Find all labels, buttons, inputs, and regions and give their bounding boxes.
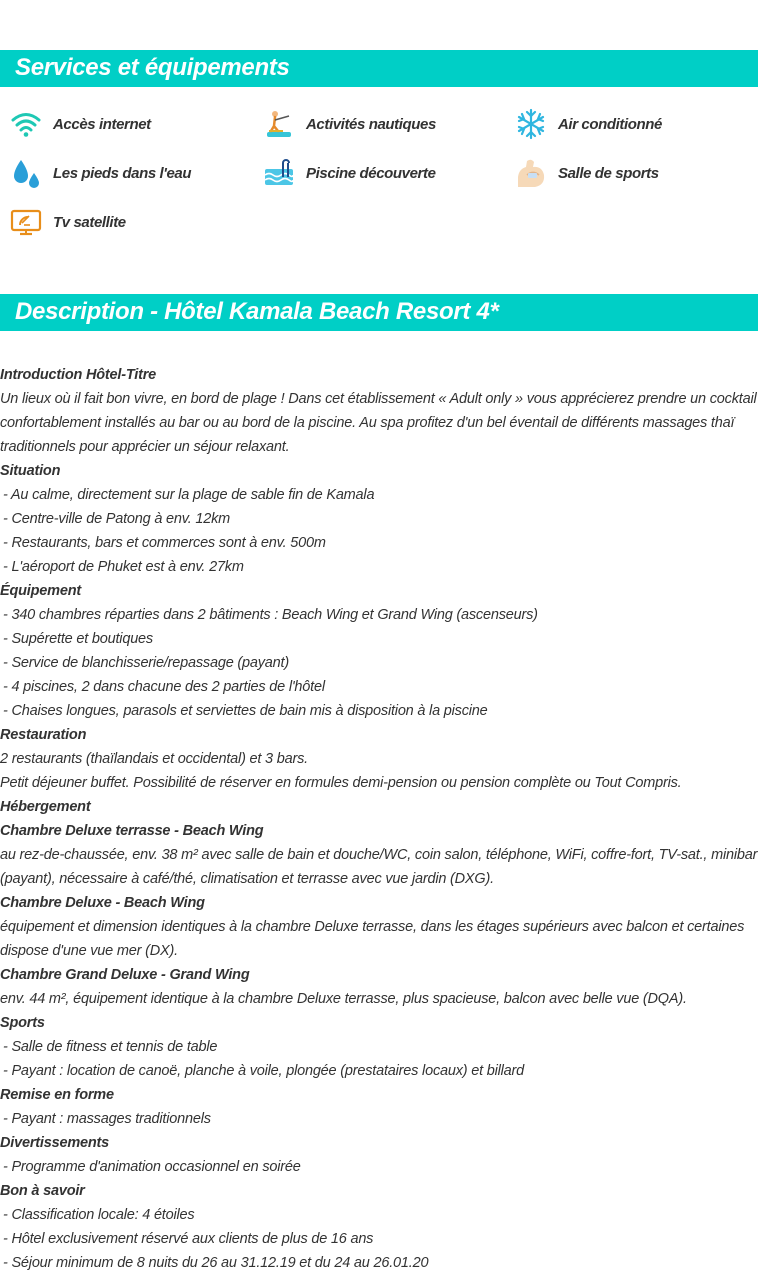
description-list-item: - Supérette et boutiques bbox=[3, 631, 153, 647]
description-heading: Hébergement bbox=[0, 799, 91, 815]
pool-icon bbox=[263, 157, 295, 189]
amenity-label: Air conditionné bbox=[558, 115, 662, 133]
description-heading: Chambre Deluxe - Beach Wing bbox=[0, 895, 205, 911]
amenity-label: Les pieds dans l'eau bbox=[53, 164, 192, 182]
description-paragraph: équipement et dimension identiques à la chambre Deluxe terrasse, dans les étages supérieurs avec balcon et certaines dispose d'une vue mer (DX). bbox=[0, 919, 745, 959]
description-heading: Introduction Hôtel-Titre bbox=[0, 367, 157, 383]
description-list-item: - Payant : massages traditionnels bbox=[3, 1111, 211, 1127]
description-list-item: - Payant : location de canoë, planche à voile, plongée (prestataires locaux) et billard bbox=[3, 1063, 525, 1079]
description-paragraph: 2 restaurants (thaïlandais et occidental) et 3 bars. bbox=[0, 751, 308, 767]
description-heading: Remise en forme bbox=[0, 1087, 114, 1103]
description-list-item: - Chaises longues, parasols et serviettes de bain mis à disposition à la piscine bbox=[3, 703, 488, 719]
description-heading: Chambre Grand Deluxe - Grand Wing bbox=[0, 967, 250, 983]
amenity-satellite-tv bbox=[0, 206, 126, 238]
description-body bbox=[0, 363, 758, 1275]
description-list-item: - Classification locale: 4 étoiles bbox=[3, 1207, 195, 1223]
description-list-item: - Salle de fitness et tennis de table bbox=[3, 1039, 218, 1055]
description-heading: Bon à savoir bbox=[0, 1183, 85, 1199]
description-heading: Équipement bbox=[0, 583, 81, 599]
amenity-internet bbox=[0, 108, 151, 140]
description-heading: Sports bbox=[0, 1015, 45, 1031]
services-title: Services et équipements bbox=[15, 54, 290, 81]
description-list-item: - 4 piscines, 2 dans chacune des 2 parties de l'hôtel bbox=[3, 679, 325, 695]
description-list-item: - Hôtel exclusivement réservé aux clients de plus de 16 ans bbox=[3, 1231, 374, 1247]
description-section-header bbox=[0, 294, 758, 331]
description-paragraph: au rez-de-chaussée, env. 38 m² avec salle de bain et douche/WC, coin salon, téléphone, WiFi, coffre-fort, TV-sat., minibar (payant), nécessaire à café/thé, climatisation et terrasse avec vue jardin (DXG). bbox=[0, 847, 758, 887]
description-list-item: - 340 chambres réparties dans 2 bâtiments : Beach Wing et Grand Wing (ascenseurs) bbox=[3, 607, 538, 623]
muscle-arm-icon bbox=[515, 157, 547, 189]
waterski-icon bbox=[263, 108, 295, 140]
amenity-label: Salle de sports bbox=[558, 164, 659, 182]
description-list-item: - Programme d'animation occasionnel en soirée bbox=[3, 1159, 301, 1175]
description-paragraph: Un lieux où il fait bon vivre, en bord de plage ! Dans cet établissement « Adult only » vous apprécierez prendre un cocktail confortablement installés au bar ou au bord de la piscine. Au spa profitez d'un bel éventail de différents massages thaï traditionnels pour apprécier un séjour relaxant. bbox=[0, 391, 757, 455]
amenity-label: Tv satellite bbox=[53, 213, 126, 231]
description-list-item: - Séjour minimum de 8 nuits du 26 au 31.12.19 et du 24 au 26.01.20 bbox=[3, 1255, 429, 1271]
amenity-label: Activités nautiques bbox=[306, 115, 436, 133]
description-heading: Restauration bbox=[0, 727, 87, 743]
description-heading: Divertissements bbox=[0, 1135, 110, 1151]
description-paragraph: env. 44 m², équipement identique à la chambre Deluxe terrasse, plus spacieuse, balcon avec belle vue (DQA). bbox=[0, 991, 687, 1007]
description-list-item: - L'aéroport de Phuket est à env. 27km bbox=[3, 559, 244, 575]
description-list-item: - Centre-ville de Patong à env. 12km bbox=[3, 511, 231, 527]
amenity-air-conditioning bbox=[505, 108, 662, 140]
description-title: Description - Hôtel Kamala Beach Resort 4* bbox=[15, 298, 499, 325]
description-list-item: - Au calme, directement sur la plage de sable fin de Kamala bbox=[3, 487, 375, 503]
description-list-item: - Service de blanchisserie/repassage (payant) bbox=[3, 655, 289, 671]
amenity-outdoor-pool bbox=[253, 157, 436, 189]
description-list-item: - Restaurants, bars et commerces sont à env. 500m bbox=[3, 535, 326, 551]
description-heading: Chambre Deluxe terrasse - Beach Wing bbox=[0, 823, 264, 839]
amenity-beachfront bbox=[0, 157, 191, 189]
amenity-gym bbox=[505, 157, 659, 189]
services-section-header bbox=[0, 50, 758, 87]
water-drops-icon bbox=[10, 157, 42, 189]
amenity-label: Piscine découverte bbox=[306, 164, 436, 182]
amenity-water-activities bbox=[253, 108, 436, 140]
snowflake-icon bbox=[515, 108, 547, 140]
satellite-tv-icon bbox=[10, 206, 42, 238]
description-heading: Situation bbox=[0, 463, 61, 479]
amenity-label: Accès internet bbox=[53, 115, 151, 133]
wifi-icon bbox=[10, 108, 42, 140]
description-paragraph: Petit déjeuner buffet. Possibilité de réserver en formules demi-pension ou pension complète ou Tout Compris. bbox=[0, 775, 682, 791]
